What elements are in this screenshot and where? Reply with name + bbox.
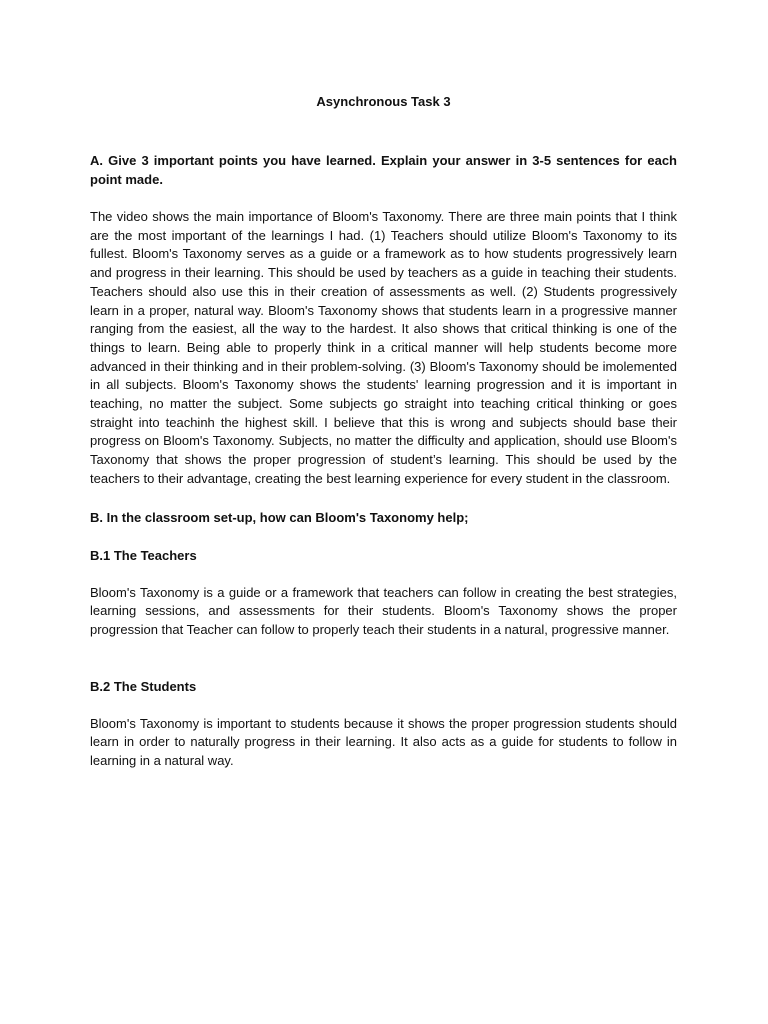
answer-b1-paragraph: Bloom's Taxonomy is a guide or a framework that teachers can follow in creating the best strategies, learning sessions, and assessments for their students. Bloom's Taxonomy shows the proper progression that Teacher can follow to properly teach their students in a natural, progressive manner. bbox=[90, 584, 677, 637]
question-b: B. In the classroom set-up, how can Bloom's Taxonomy help; bbox=[90, 509, 469, 525]
answer-a-paragraph: The video shows the main importance of Bloom's Taxonomy. There are three main points that I think are the most important of the learnings I had. (1) Teachers should utilize Bloom's Taxonomy to its fullest. Bloom's Taxonomy serves as a guide or a framework as to how students progressively learn and progress in their learning. This should be used by teachers as a guide in teaching their students. Teachers should also use this in their creation of assessments as well. (2) Students progressively learn in a proper, natural way. Bloom's Taxonomy shows that students learn in a progressive manner ranging from the easiest, all the way to the hardest. It also shows that critical thinking is one of the things to learn. Being able to properly think in a critical manner will help students become more advanced in their thinking and in their problem-solving. (3) Bloom's Taxonomy should be imolemented in all subjects. Bloom's Taxonomy shows the students' learning progression and it is important in teaching, no matter the subject. Some subjects go straight into teaching critical thinking or goes straight into teachinh the highest skill. I believe that this is wrong and subjects should base their progress on Bloom's Taxonomy. Subjects, no matter the difficulty and application, should use Bloom's Taxonomy that shows the proper progression of student’s learning. This should be used by the teachers to their advantage, creating the best learning experience for every student in the classroom. bbox=[90, 209, 677, 486]
heading-b1-teachers: B.1 The Teachers bbox=[90, 547, 197, 563]
document-page bbox=[90, 92, 677, 771]
answer-b2-paragraph: Bloom's Taxonomy is important to students because it shows the proper progression students should learn in order to naturally progress in their learning. It also acts as a guide for students to follow in learning in a natural way. bbox=[90, 715, 677, 769]
heading-b2-students: B.2 The Students bbox=[90, 678, 197, 694]
question-a: A. Give 3 important points you have learned. Explain your answer in 3-5 sentences for each point made. bbox=[90, 153, 677, 187]
document-title: Asynchronous Task 3 bbox=[316, 94, 451, 109]
